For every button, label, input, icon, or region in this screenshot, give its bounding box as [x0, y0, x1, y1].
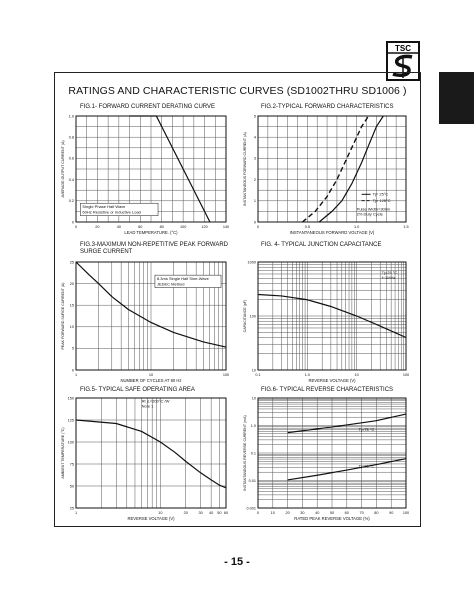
x-tick-label: 20	[183, 511, 188, 515]
plot-area	[61, 396, 228, 521]
y-tick-label: 4	[253, 135, 256, 140]
x-tick-label: 70	[359, 511, 364, 515]
y-tick-label: 0.01	[248, 478, 256, 483]
y-tick-label: 3	[253, 156, 256, 161]
x-axis-label: REVERSE VOLTAGE (V)	[308, 378, 356, 383]
x-axis-label: NUMBER OF CYCLES AT 60 Hz	[120, 378, 182, 383]
annotation-text: Tj=75 °C	[358, 427, 375, 433]
x-tick-label: 60	[344, 511, 349, 515]
y-axis-label: AMBIENT TEMPERATURE (°C)	[61, 427, 65, 479]
x-tick-label: 0.5	[304, 225, 310, 229]
fig3-title: FIG.3-MAXIMUM NON-REPETITIVE PEAK FORWARD SURGE CURRENT	[80, 242, 229, 255]
x-tick-label: 0	[256, 511, 260, 515]
annotation-text: 60Hz Resistive or Inductive Load	[82, 209, 141, 215]
annotation-text: Tj= 25°C	[372, 191, 389, 197]
y-tick-label: 20	[69, 281, 74, 286]
page-title: RATINGS AND CHARACTERISTIC CURVES (SD1002THRU SD1006 )	[68, 85, 407, 97]
x-tick-label: 40	[116, 225, 121, 229]
y-tick-label: 5	[71, 346, 74, 351]
x-tick-label: 1.0	[304, 373, 310, 377]
y-tick-label: 0.8	[68, 135, 74, 140]
x-axis-label: LEAD TEMPERATURE. (°C)	[124, 230, 178, 235]
annotation-text: Tj= 125°C	[372, 197, 391, 203]
plot-area	[243, 260, 409, 383]
x-tick-label: 100	[179, 225, 187, 229]
x-tick-label: 60	[223, 511, 229, 515]
logo-text: TSC	[395, 44, 411, 53]
x-tick-label: 50	[217, 511, 222, 515]
x-tick-label: 80	[159, 225, 164, 229]
y-tick-label: 75	[69, 462, 74, 467]
y-tick-label: 10	[251, 368, 256, 373]
y-tick-label: 0.4	[68, 177, 74, 182]
fig2-title: FIG.2-TYPICAL FORWARD CHARACTERISTICS	[261, 104, 394, 110]
x-tick-label: 10	[158, 511, 163, 515]
annotation-text: Single Phase Half Wave	[82, 204, 126, 210]
fig5-chart	[60, 396, 232, 524]
x-tick-label: 0	[256, 225, 260, 229]
y-tick-label: 0	[253, 220, 256, 225]
y-axis-label: INSTANTANEOUS REVERSE CURRENT (mA)	[243, 415, 247, 491]
fig4-title: FIG. 4- TYPICAL JUNCTION CAPACITANCE	[261, 242, 382, 248]
x-tick-label: 100	[222, 373, 230, 377]
y-tick-label: 0.6	[68, 156, 74, 161]
y-tick-label: 150	[67, 396, 74, 401]
fig6-title: FIG.6- TYPICAL REVERSE CHARACTERISTICS	[261, 387, 394, 393]
x-tick-label: 140	[222, 225, 230, 229]
annotation-text: Pulse Width=300m	[356, 206, 391, 212]
fig5-title: FIG.5- TYPICAL SAFE OPERATING AREA	[80, 387, 195, 393]
x-tick-label: 20	[95, 225, 100, 229]
x-tick-label: 100	[402, 511, 410, 515]
x-tick-label: 0.1	[255, 373, 261, 377]
fig4-chart	[242, 260, 412, 386]
y-tick-label: 0	[71, 220, 74, 225]
x-tick-label: 80	[374, 511, 379, 515]
x-axis-label: INSTANTANEOUS FORWARD VOLTAGE (V)	[289, 230, 375, 235]
x-tick-label: 120	[201, 225, 208, 229]
y-tick-label: 2	[253, 177, 256, 182]
fig1-title: FIG.1- FORWARD CURRENT DERATING CURVE	[80, 104, 216, 110]
x-tick-label: 40	[315, 511, 320, 515]
y-tick-label: 1	[253, 199, 256, 204]
y-tick-label: 10	[251, 396, 256, 401]
x-tick-label: 1.0	[354, 225, 360, 229]
y-tick-label: 1.0	[68, 114, 74, 119]
x-tick-label: 1	[74, 511, 78, 515]
fig1-chart	[60, 114, 232, 238]
y-axis-label: CAPACITANCE (pF)	[243, 299, 247, 333]
x-tick-label: 40	[209, 511, 214, 515]
annotation-text: 2% Duty Cycle	[356, 211, 383, 217]
y-tick-label: 0.001	[246, 506, 256, 511]
x-tick-label: 20	[285, 511, 290, 515]
annotation-text: Note 1	[141, 403, 154, 409]
plot-area	[243, 396, 409, 521]
fig2-chart	[242, 114, 412, 238]
annotation-text: Tj=25 °C	[358, 463, 375, 469]
x-tick-label: 100	[402, 373, 410, 377]
y-tick-label: 100	[249, 314, 256, 319]
fig6-chart	[242, 396, 412, 524]
x-tick-label: 1	[74, 373, 78, 377]
x-tick-label: 60	[138, 225, 143, 229]
y-tick-label: 5	[253, 114, 256, 119]
y-axis-label: PEAK FORWARD SURGE CURRENT (A)	[61, 282, 65, 350]
y-tick-label: 25	[69, 506, 74, 511]
plot-area	[61, 114, 229, 235]
x-tick-label: 10	[270, 511, 275, 515]
side-tab-marker	[439, 72, 474, 124]
y-axis-label: INSTANTANEOUS FORWARD CURRENT (A)	[243, 132, 247, 206]
x-tick-label: 0	[74, 225, 78, 229]
plot-background	[76, 398, 226, 508]
x-tick-label: 30	[300, 511, 305, 515]
x-tick-label: 1.5	[403, 225, 409, 229]
y-tick-label: 1000	[247, 260, 256, 265]
x-tick-label: 10	[148, 373, 154, 377]
y-tick-label: 10	[69, 325, 74, 330]
annotation-text: 8.3ms Single Half Sine-Wave	[156, 276, 209, 282]
y-tick-label: 15	[69, 303, 74, 308]
y-tick-label: 0	[71, 368, 74, 373]
x-axis-label: RATED PEAK REVERSE VOLTAGE (%)	[294, 516, 370, 521]
annotation-text: JEDEC Method	[156, 281, 185, 287]
plot-area	[243, 114, 409, 235]
y-tick-label: 100	[67, 440, 74, 445]
y-tick-label: 0.2	[68, 199, 74, 204]
x-tick-label: 30	[198, 511, 203, 515]
annotation-text: f=1MHz	[381, 275, 396, 281]
page-number: - 15 -	[224, 556, 250, 568]
plot-area	[61, 260, 229, 383]
annotation-text: Tj=25 °C	[381, 269, 398, 275]
y-tick-label: 125	[67, 418, 74, 423]
x-axis-label: REVERSE VOLTAGE (V)	[127, 516, 175, 521]
x-tick-label: 50	[329, 511, 335, 515]
x-tick-label: 10	[354, 373, 359, 377]
y-tick-label: 0.1	[250, 451, 256, 456]
fig3-chart	[60, 260, 232, 386]
x-tick-label: 90	[389, 511, 394, 515]
y-tick-label: 1.0	[250, 423, 256, 428]
y-axis-label: AVERAGE OUTPUT CURRENT (A)	[61, 140, 65, 198]
y-tick-label: 50	[69, 484, 74, 489]
y-tick-label: 25	[69, 260, 74, 265]
annotation-text: Rt jL=200°C /W	[141, 398, 170, 404]
